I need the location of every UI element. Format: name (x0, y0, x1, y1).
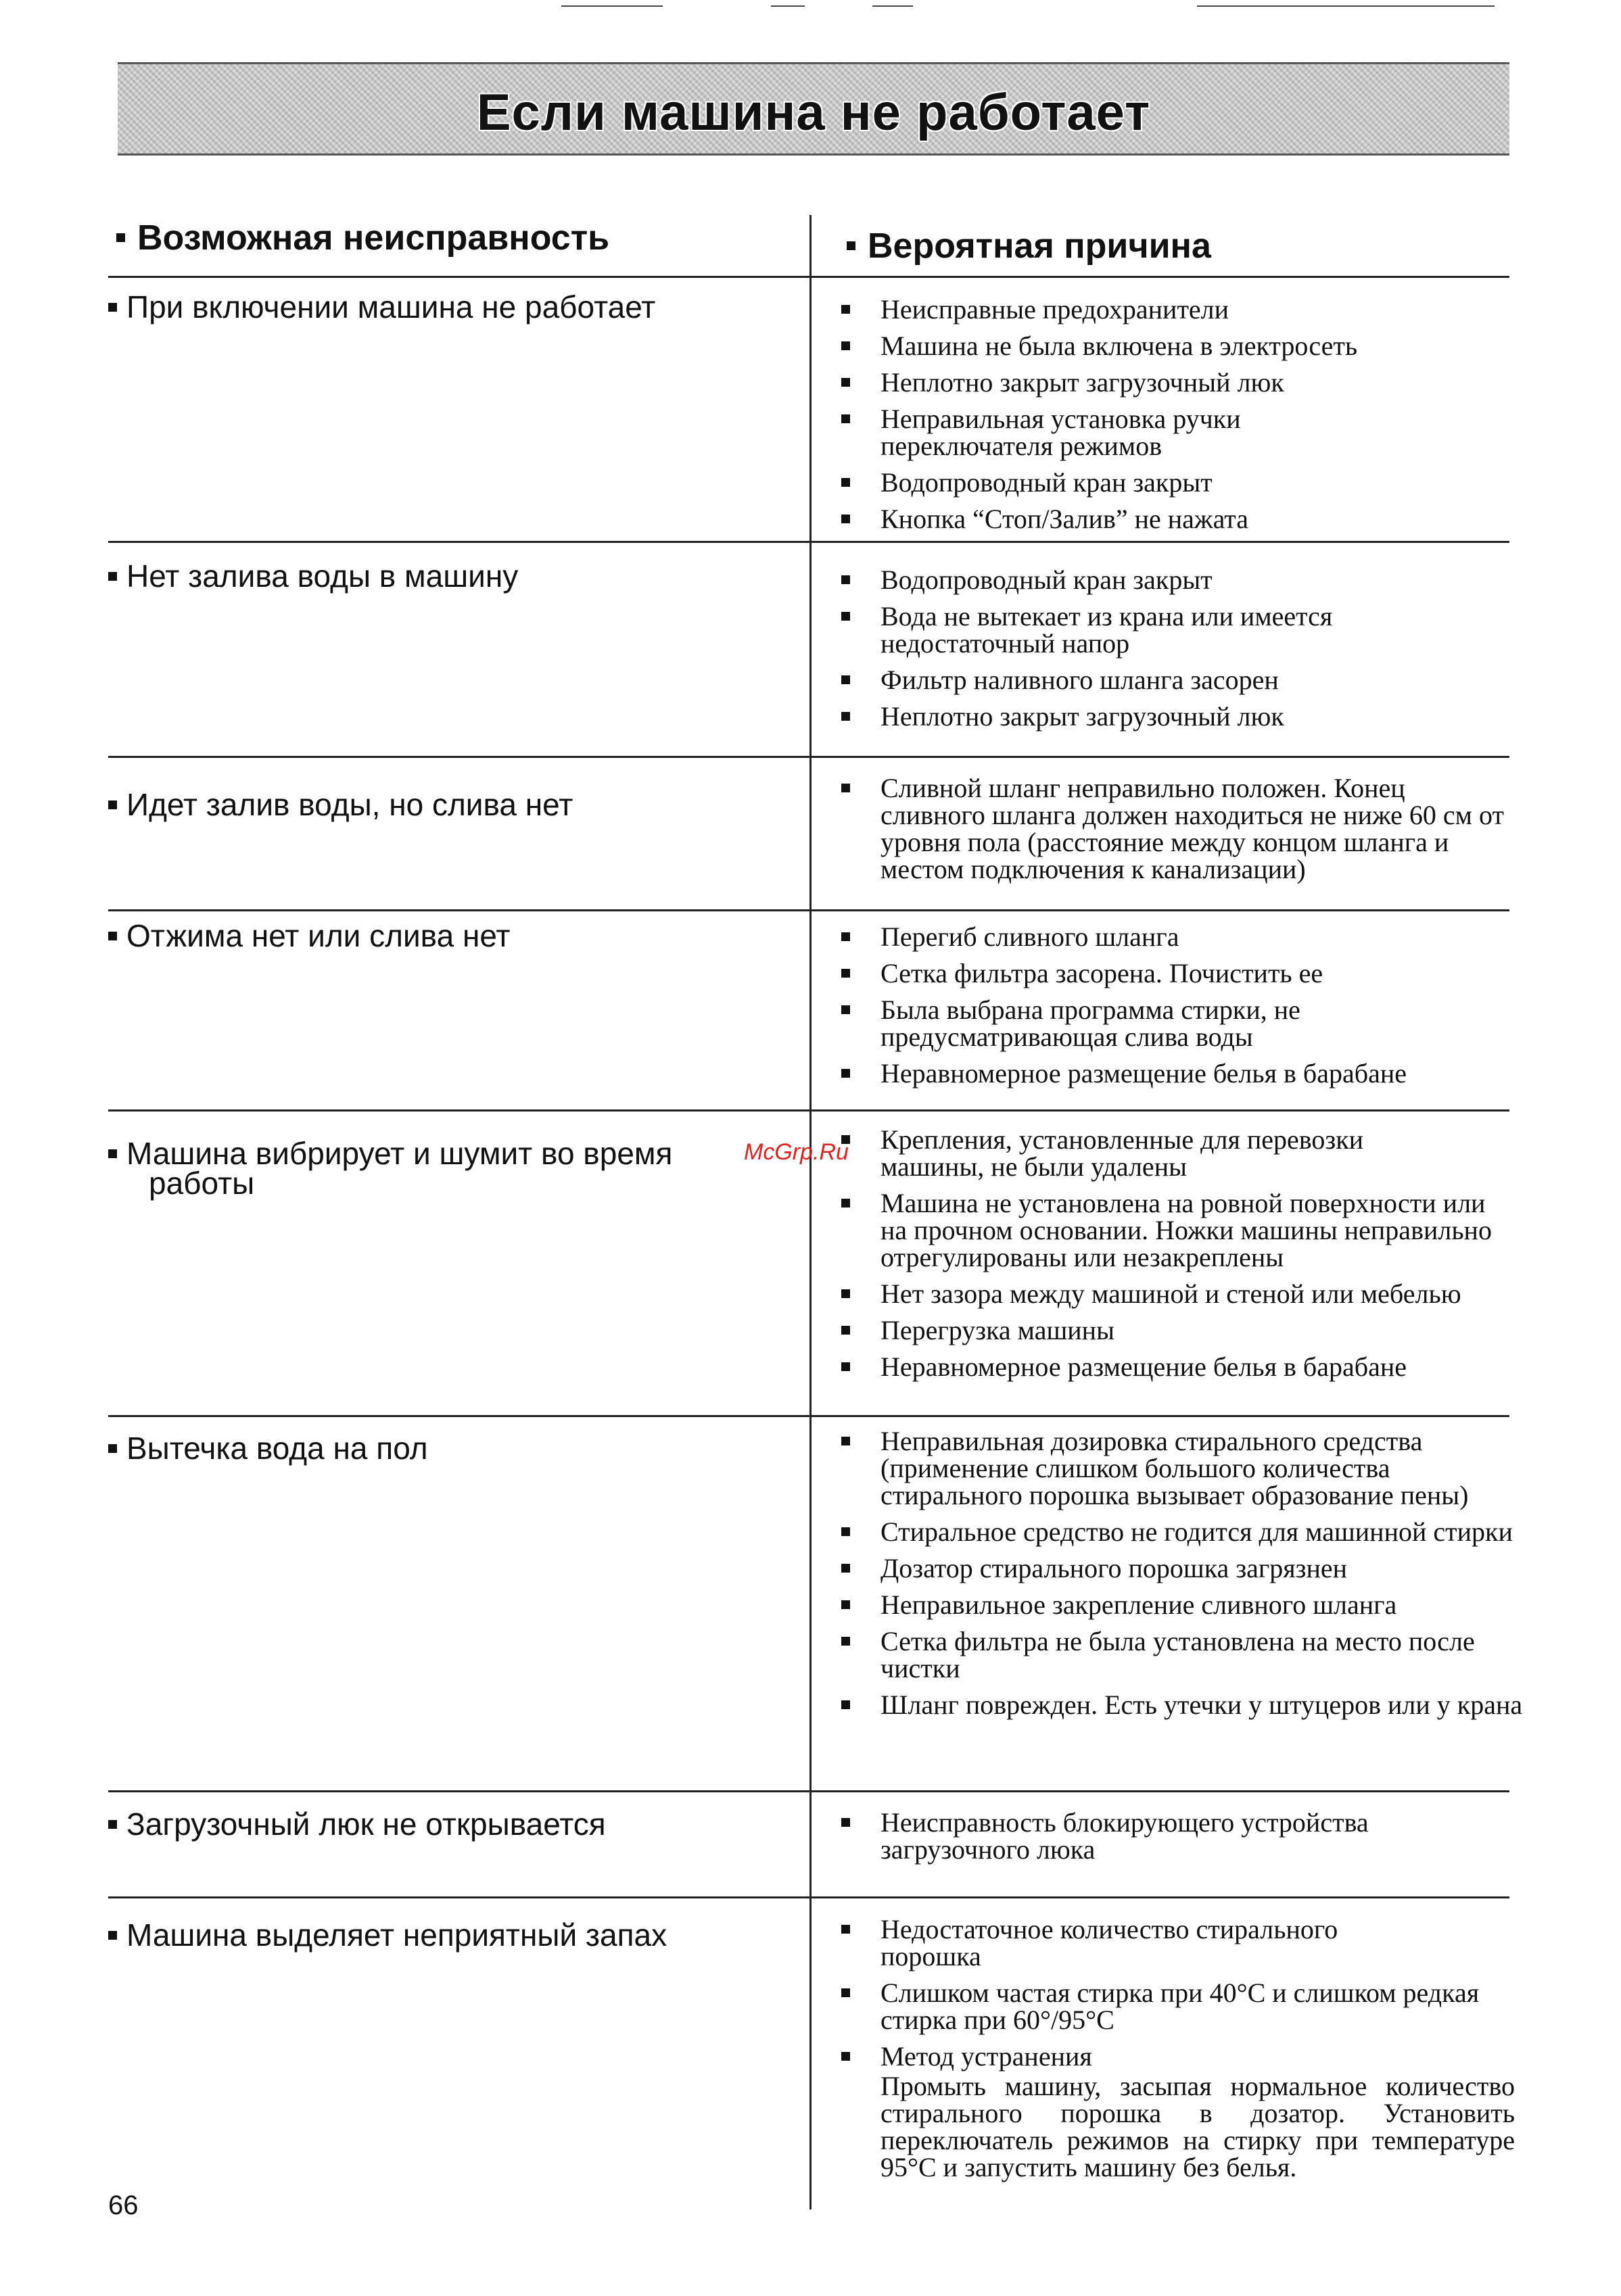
bullet-square-icon (847, 241, 855, 250)
cause-item: Неравномерное размещение белья в барабане (832, 1354, 1515, 1381)
fault-cell: Идет залив воды, но слива нет (108, 790, 778, 819)
bullet-square-icon (841, 1988, 850, 1997)
page-title: Если машина не работает (476, 84, 1151, 141)
cause-item: Неисправность блокирующего устройства загрузочного люка (832, 1809, 1515, 1863)
bullet-square-icon (116, 233, 125, 242)
cause-item: Дозатор стирального порошка загрязнен (832, 1555, 1515, 1582)
bullet-square-icon (108, 800, 117, 809)
cause-list (832, 296, 1515, 542)
bullet-square-icon (841, 1818, 850, 1827)
cause-item: Стиральное средство не годится для машинной стирки (832, 1518, 1530, 1546)
row-divider (108, 1109, 1509, 1111)
bullet-square-icon (841, 2052, 850, 2061)
cause-item: Неисправные предохранители (832, 296, 1515, 323)
bullet-square-icon (108, 572, 117, 581)
cause-item: Перегрузка машины (832, 1317, 1515, 1344)
bullet-square-icon (108, 1931, 117, 1940)
cause-item: Неплотно закрыт загрузочный люк (832, 369, 1515, 396)
bullet-square-icon (841, 1700, 850, 1709)
cause-item: Метод устранения (832, 2043, 1515, 2070)
bullet-square-icon (841, 1527, 850, 1536)
cause-item: Перегиб сливного шланга (832, 924, 1515, 951)
cause-item: Нет зазора между машиной и стеной или мебелью (832, 1281, 1462, 1308)
watermark: McGrp.Ru (744, 1139, 849, 1165)
fault-cell: Нет залива воды в машину (108, 561, 778, 591)
bullet-square-icon (841, 378, 850, 387)
cause-item: Сетка фильтра засорена. Почистить ее (832, 960, 1515, 987)
cause-item: Крепления, установленные для перевозки машины, не были удалены (832, 1126, 1462, 1180)
scan-artifact (561, 5, 663, 7)
bullet-square-icon (841, 969, 850, 978)
cause-item: Водопроводный кран закрыт (832, 469, 1515, 496)
cause-item: Машина не была включена в электросеть (832, 333, 1515, 360)
bullet-square-icon (108, 1820, 117, 1829)
bullet-square-icon (841, 932, 850, 941)
cause-list (832, 924, 1515, 1097)
row-divider (108, 276, 1509, 278)
bullet-square-icon (841, 1437, 850, 1445)
bullet-square-icon (108, 1149, 117, 1158)
row-divider (108, 1896, 1509, 1898)
scan-artifact (771, 5, 805, 7)
cause-item: Неравномерное размещение белья в барабане (832, 1060, 1515, 1087)
row-divider (108, 909, 1509, 911)
cause-item: Неправильная дозировка стирального средства (применение слишком большого количества стирального порошка вызывает образование пены) (832, 1428, 1515, 1509)
bullet-square-icon (841, 1326, 850, 1335)
row-divider (108, 1415, 1509, 1417)
bullet-square-icon (841, 575, 850, 584)
title-banner (118, 62, 1509, 156)
row-divider (108, 1790, 1509, 1792)
bullet-square-icon (841, 1637, 850, 1646)
bullet-square-icon (841, 414, 850, 423)
column-divider (809, 215, 812, 2209)
cause-item: Была выбрана программа стирки, не предусматривающая слива воды (832, 997, 1435, 1051)
cause-item: Водопроводный кран закрыт (832, 567, 1515, 594)
bullet-square-icon (841, 341, 850, 350)
bullet-square-icon (841, 1069, 850, 1078)
bullet-square-icon (841, 1289, 850, 1298)
cause-item: Недостаточное количество стирального порошка (832, 1916, 1435, 1970)
fault-cell: Отжима нет или слива нет (108, 921, 778, 951)
remedy-note: Промыть машину, засыпая нормальное количество стирального порошка в дозатор. Установить переключатель режимов на стирку при температуре 95°С и запустить машину без белья. (880, 2071, 1515, 2182)
cause-item: Кнопка “Стоп/Залив” не нажата (832, 506, 1515, 533)
bullet-square-icon (841, 1362, 850, 1371)
cause-list (832, 1916, 1515, 2181)
cause-item: Сливной шланг неправильно положен. Конец сливного шланга должен находиться не ниже 60 см от уровня пола (расстояние между концом шланга и местом подключения к канализации) (832, 775, 1515, 883)
cause-list (832, 1809, 1515, 1873)
cause-item: Вода не вытекает из крана или имеется недостаточный напор (832, 603, 1489, 657)
fault-cell: Машина вибрирует и шумит во время работы (108, 1139, 757, 1198)
bullet-square-icon (841, 1925, 850, 1934)
bullet-square-icon (841, 305, 850, 314)
cause-item: Фильтр наливного шланга засорен (832, 667, 1515, 694)
bullet-square-icon (841, 712, 850, 721)
cause-item: Неправильное закрепление сливного шланга (832, 1592, 1515, 1619)
bullet-square-icon (841, 675, 850, 684)
fault-cell: При включении машина не работает (108, 292, 778, 322)
bullet-square-icon (841, 478, 850, 487)
cause-item: Сетка фильтра не была установлена на место после чистки (832, 1628, 1530, 1682)
bullet-square-icon (841, 1564, 850, 1573)
cause-item: Шланг поврежден. Есть утечки у штуцеров или у крана (832, 1692, 1530, 1719)
fault-cell: Вытечка вода на пол (108, 1433, 778, 1463)
bullet-square-icon (108, 303, 117, 312)
cause-item: Слишком частая стирка при 40°С и слишком редкая стирка при 60°/95°С (832, 1980, 1530, 2034)
scan-artifact (1197, 5, 1495, 7)
column-header-fault: Возможная неисправность (116, 218, 609, 258)
cause-list (832, 1426, 1523, 1728)
cause-list (832, 567, 1515, 740)
cause-item: Неплотно закрыт загрузочный люк (832, 703, 1515, 730)
scan-artifact (872, 5, 913, 7)
cause-list (832, 1126, 1515, 1390)
bullet-square-icon (108, 932, 117, 940)
cause-list (832, 775, 1515, 892)
bullet-square-icon (841, 1600, 850, 1609)
page-number: 66 (108, 2191, 139, 2220)
bullet-square-icon (108, 1444, 117, 1453)
bullet-square-icon (841, 1199, 850, 1207)
bullet-square-icon (841, 1005, 850, 1014)
fault-cell: Загрузочный люк не открывается (108, 1809, 778, 1839)
fault-cell: Машина выделяет неприятный запах (108, 1920, 778, 1950)
bullet-square-icon (841, 784, 850, 792)
cause-item: Машина не установлена на ровной поверхности или на прочном основании. Ножки машины неправильно отрегулированы или незакреплены (832, 1190, 1515, 1271)
column-header-cause: Вероятная причина (847, 226, 1211, 266)
row-divider (108, 756, 1509, 758)
bullet-square-icon (841, 515, 850, 523)
cause-item: Неправильная установка ручки переключателя режимов (832, 406, 1354, 460)
bullet-square-icon (841, 612, 850, 621)
